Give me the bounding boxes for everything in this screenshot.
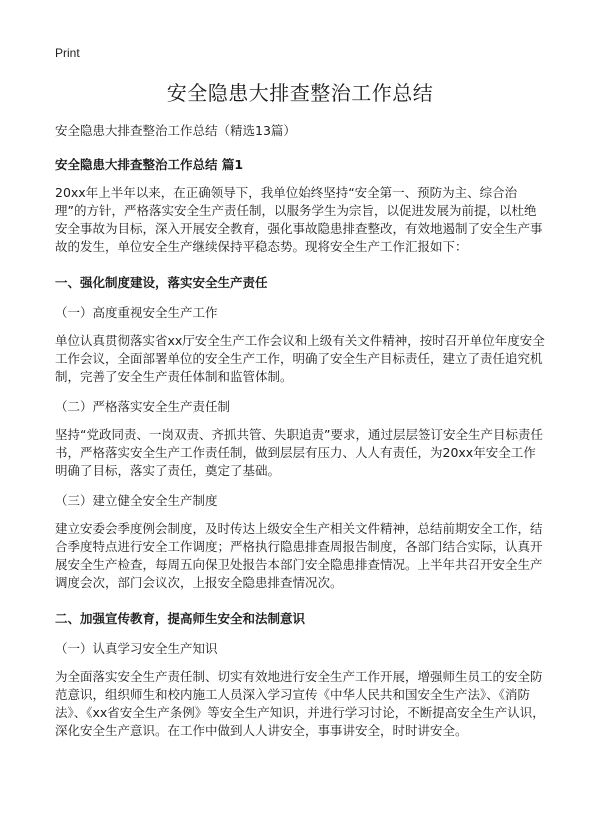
print-link[interactable]: Print	[55, 46, 80, 60]
section-1-2-paragraph: 坚持“党政同责、一岗双责、齐抓共管、失职追责”要求，通过层层签订安全生产目标责任书，严格落实安全生产工作责任制，做到层层有压力、人人有责任，为20xx年安全工作明确了目标，落实了责任，奠定了基础。	[55, 427, 543, 478]
section-1-1-paragraph: 单位认真贯彻落实省xx厅安全生产工作会议和上级有关文件精神，按时召开单位年度安全工作会议，全面部署单位的安全生产工作，明确了安全生产目标责任，建立了责任追究机制，完善了安全生产责任体制和监管体制。	[55, 333, 545, 384]
intro-paragraph: 20xx年上半年以来，在正确领导下，我单位始终坚持“安全第一、预防为主、综合治理”的方针，严格落实安全生产责任制，以服务学生为宗旨，以促进发展为前提，以杜绝安全事故为目标，深入开展安全教育，强化事故隐患排查整改，有效地遏制了安全生产事故的发生，单位安全生产继续保持平稳态势。现将安全生产工作汇报如下：	[55, 185, 543, 254]
section-2-1-paragraph: 为全面落实安全生产责任制、切实有效地进行安全生产工作开展，增强师生员工的安全防范意识，组织师生和校内施工人员深入学习宣传《中华人民共和国安全生产法》、《消防法》、《xx省安全生产条例》等安全生产知识，并进行学习讨论，不断提高安全生产认识，深化安全生产意识。在工作中做到人人讲安全，事事讲安全，时时讲安全。	[55, 669, 545, 738]
section-1-heading: 一、强化制度建设，落实安全生产责任	[55, 275, 268, 290]
section-1-3-paragraph: 建立安委会季度例会制度，及时传达上级安全生产相关文件精神，总结前期安全工作，结合季度特点进行安全工作调度；严格执行隐患排查周报告制度，各部门结合实际，认真开展安全生产检查，每周五向保卫处报告本部门安全隐患排查情况。上半年共召开安全生产调度会次，部门会议次，上报安全隐患排查情况次。	[55, 521, 543, 590]
page-title: 安全隐患大排查整治工作总结	[166, 81, 434, 105]
document-subtitle: 安全隐患大排查整治工作总结（精选13篇）	[55, 123, 296, 138]
section-2-1-heading: （一）认真学习安全生产知识	[55, 641, 218, 656]
section-1-2-heading: （二）严格落实安全生产责任制	[55, 399, 231, 414]
section-1-1-heading: （一）高度重视安全生产工作	[55, 305, 218, 320]
section-1-3-heading: （三）建立健全安全生产制度	[55, 493, 218, 508]
article-heading: 安全隐患大排查整治工作总结 篇1	[55, 157, 244, 172]
section-2-heading: 二、加强宣传教育，提高师生安全和法制意识	[55, 611, 306, 626]
